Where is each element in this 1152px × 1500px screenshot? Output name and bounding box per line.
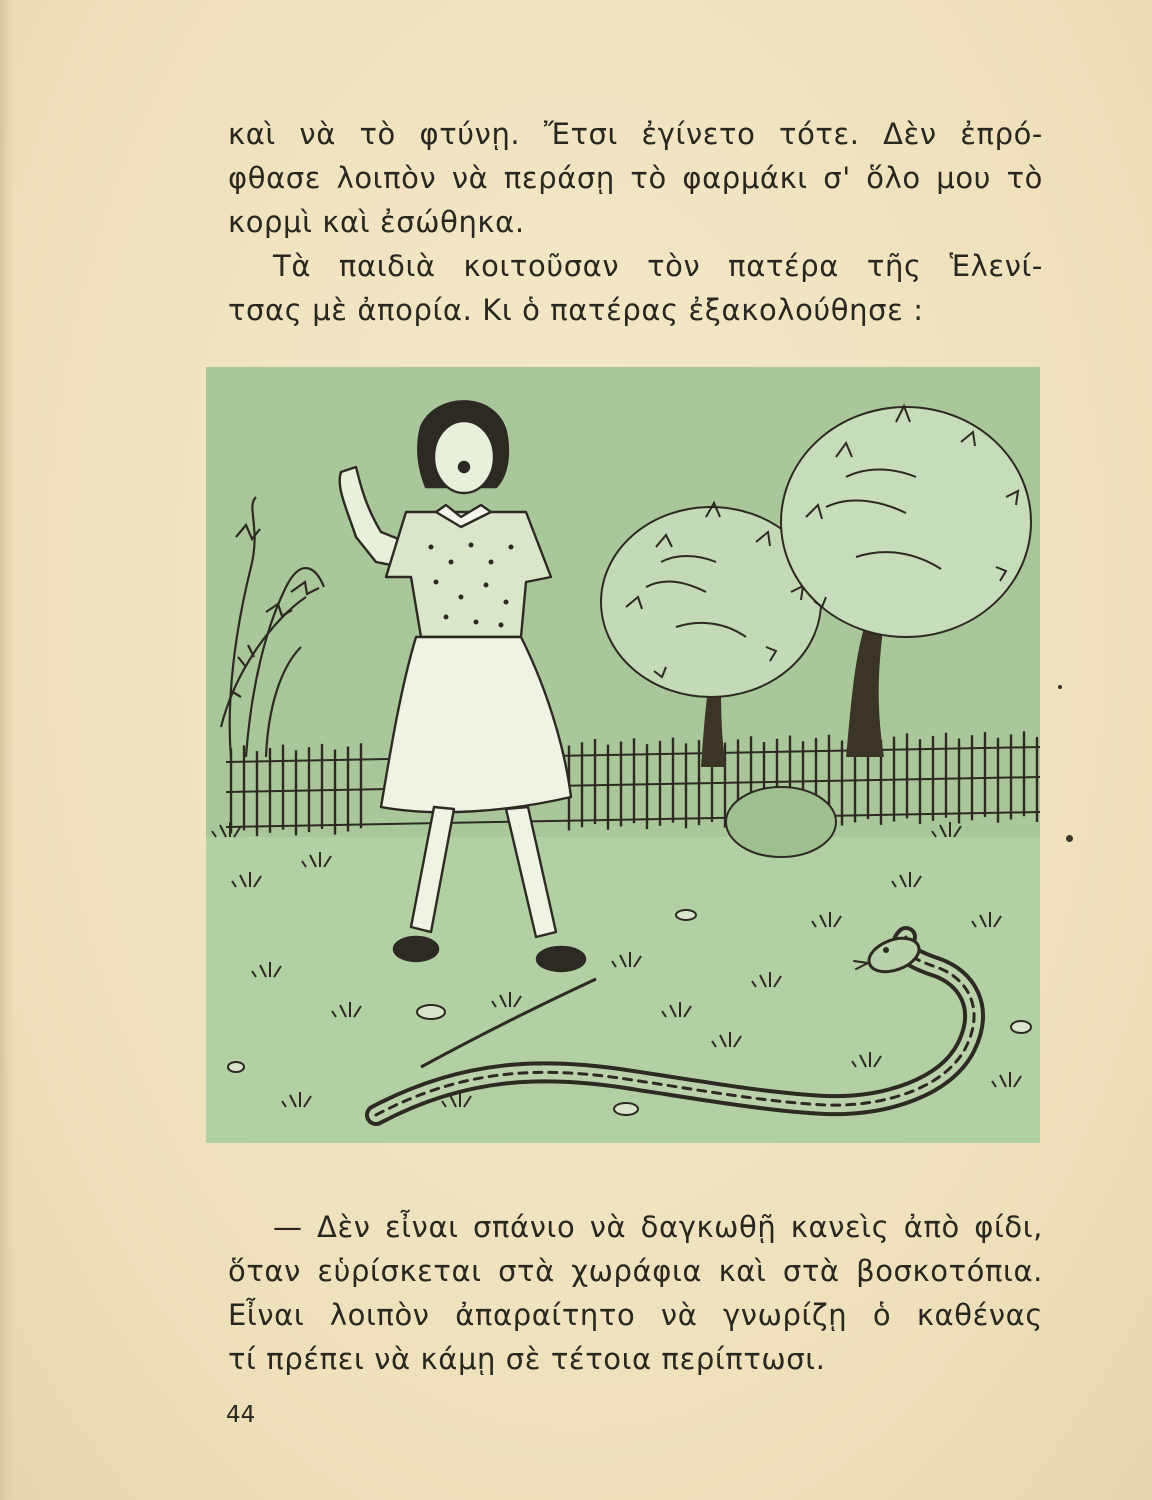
page-number: 44 (226, 1402, 256, 1428)
text-line: τσας μὲ ἀπορία. Κι ὁ πατέρας ἐξακολούθησε : (228, 293, 924, 327)
text-line: φθασε λοιπὸν νὰ περάσῃ τὸ φαρμάκι σ' ὅλο μου τὸ (228, 161, 1043, 195)
fence-pickets (231, 731, 1037, 836)
grass-tuft (932, 822, 961, 837)
illustration-drawing (206, 367, 1040, 1143)
text-line: ὅταν εὑρίσκεται στὰ χωράφια καὶ στὰ βοσκοτόπια. (228, 1254, 1043, 1288)
illustration-girl-and-snake (206, 367, 1040, 1143)
text-line: — Δὲν εἶναι σπάνιο νὰ δαγκωθῇ κανεὶς ἀπὸ φίδι, (273, 1210, 1043, 1244)
text-line: Τὰ παιδιὰ κοιτοῦσαν τὸν πατέρα τῆς Ἑλενί- (273, 249, 1043, 283)
text-line: κορμὶ καὶ ἐσώθηκα. (228, 205, 525, 239)
page-gutter-shadow (0, 0, 14, 1500)
left-bush (221, 497, 324, 757)
text-line: τί πρέπει νὰ κάμῃ σὲ τέτοια περίπτωσι. (228, 1342, 826, 1376)
right-tree (781, 406, 1031, 757)
ink-speck (1058, 685, 1062, 689)
bottom-text-block (228, 1205, 1043, 1381)
text-line: Εἶναι λοιπὸν ἀπαραίτητο νὰ γνωρίζῃ ὁ καθένας (228, 1298, 1043, 1332)
low-shrub (726, 787, 836, 857)
ink-speck (1066, 835, 1073, 842)
text-line: καὶ νὰ τὸ φτύνῃ. Ἔτσι ἐγίνετο τότε. Δὲν ἐπρό- (228, 117, 1043, 151)
top-text-block (228, 112, 1043, 332)
grass-tuft (212, 822, 241, 837)
